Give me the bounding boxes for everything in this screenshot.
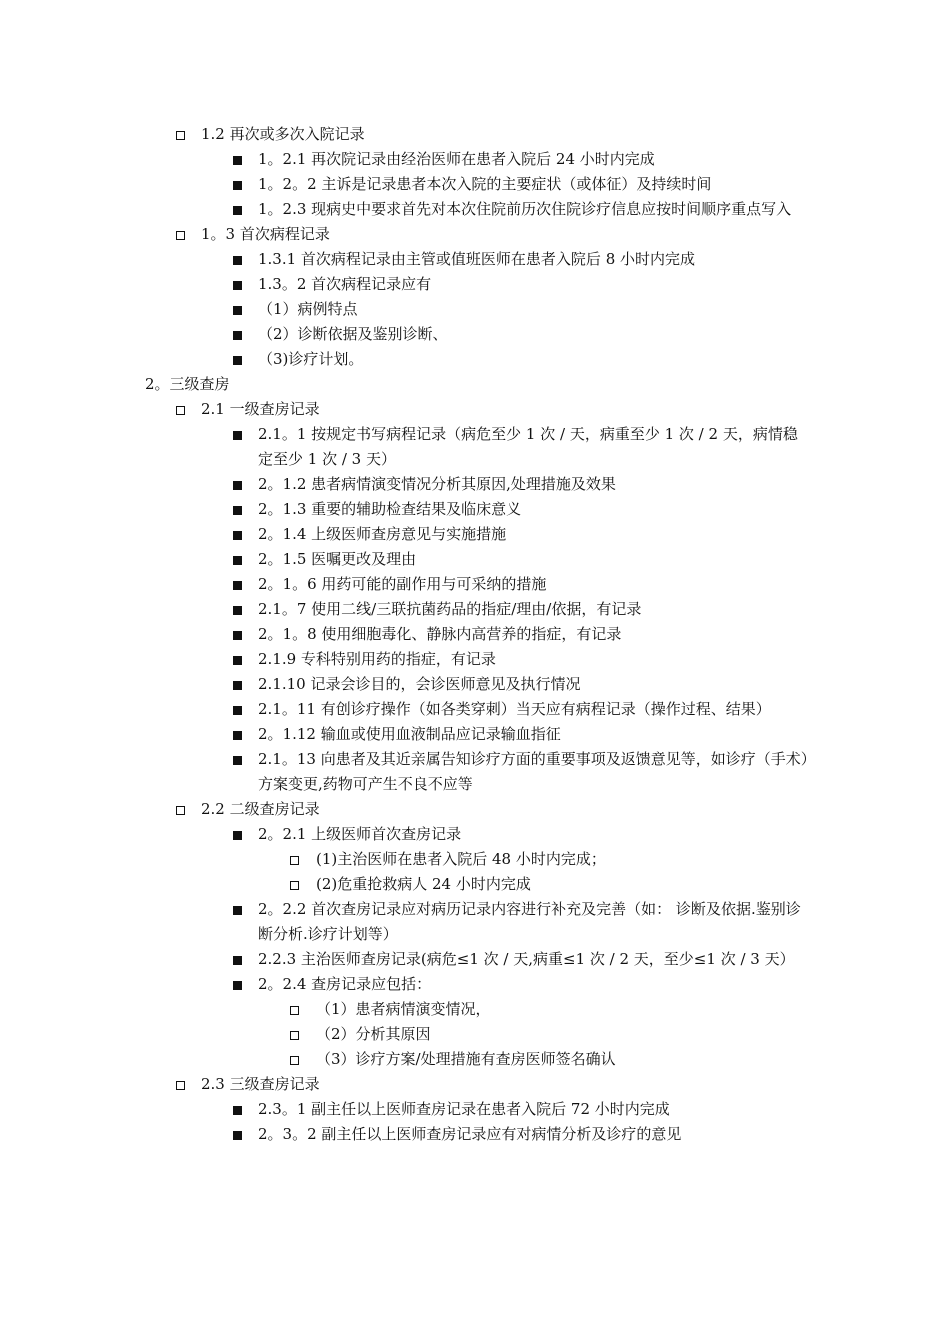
outline-item-text: （3）诊疗方案/处理措施有查房医师签名确认 [316,1050,616,1068]
outline-item-text: 2.1。1 按规定书写病程记录（病危至少 1 次 / 天，病重至少 1 次 / 2 天，病情稳定至少 1 次 / 3 天） [258,425,798,468]
outline-item [0,1047,950,1072]
filled-square-bullet-icon [233,472,242,497]
outline-item-text: （2）分析其原因 [316,1025,431,1043]
outline-item-text: 2。1。6 用药可能的副作用与可采纳的措施 [258,575,547,593]
filled-square-bullet-icon [233,297,242,322]
outline-item [0,397,950,422]
outline-item [0,222,950,247]
outline-item [0,897,950,947]
filled-square-bullet-icon [233,1122,242,1147]
outline-item [0,147,950,172]
outline-item-text: 2。1.12 输血或使用血液制品应记录输血指征 [258,725,561,743]
outline-item-text: 2。3。2 副主任以上医师查房记录应有对病情分析及诊疗的意见 [258,1125,682,1143]
outline-item [0,272,950,297]
outline-item-text: 2。2.1 上级医师首次查房记录 [258,825,462,843]
filled-square-bullet-icon [233,422,242,447]
filled-square-bullet-icon [233,172,242,197]
outline-item [0,672,950,697]
outline-item [0,472,950,497]
filled-square-bullet-icon [233,347,242,372]
outline-item [0,697,950,722]
outline-item [0,1122,950,1147]
outline-item-text: 2.3。1 副主任以上医师查房记录在患者入院后 72 小时内完成 [258,1100,670,1118]
outline-item [0,197,950,222]
outline-item [0,847,950,872]
outline-item-text: 1.2 再次或多次入院记录 [201,125,365,143]
outline-item [0,422,950,472]
outline-item-text: 1。2.3 现病史中要求首先对本次住院前历次住院诊疗信息应按时间顺序重点写入 [258,200,792,218]
outline-item [0,347,950,372]
outline-item-text: 2。1.4 上级医师查房意见与实施措施 [258,525,507,543]
filled-square-bullet-icon [233,522,242,547]
filled-square-bullet-icon [233,272,242,297]
outline-item-text: 2.1。11 有创诊疗操作（如各类穿刺）当天应有病程记录（操作过程、结果） [258,700,771,718]
document-page [0,122,950,1147]
outline-item [0,572,950,597]
outline-item [0,972,950,997]
outline-item [0,497,950,522]
hollow-square-bullet-icon [176,122,185,147]
outline-item [0,1072,950,1097]
filled-square-bullet-icon [233,1097,242,1122]
outline-item [0,297,950,322]
outline-item [0,797,950,822]
outline-item-text: 2。2.2 首次查房记录应对病历记录内容进行补充及完善（如： 诊断及依据.鉴别诊断分析.诊疗计划等） [258,900,801,943]
filled-square-bullet-icon [233,597,242,622]
filled-square-bullet-icon [233,647,242,672]
outline-item-text: 1。2.1 再次院记录由经治医师在患者入院后 24 小时内完成 [258,150,655,168]
outline-item-text: （1）病例特点 [258,300,358,318]
filled-square-bullet-icon [233,547,242,572]
filled-square-bullet-icon [233,497,242,522]
outline-item-text: 2.1.9 专科特别用药的指症，有记录 [258,650,496,668]
outline-item-text: (1)主治医师在患者入院后 48 小时内完成； [316,850,606,868]
outline-item [0,122,950,147]
outline-item-text: （3)诊疗计划。 [258,350,364,368]
outline-item-text: 2。1。8 使用细胞毒化、静脉内高营养的指症，有记录 [258,625,622,643]
outline-item [0,172,950,197]
filled-square-bullet-icon [233,747,242,772]
hollow-square-bullet-icon [290,997,299,1022]
hollow-square-bullet-icon [176,797,185,822]
outline-item [0,322,950,347]
outline-item-text: （2）诊断依据及鉴别诊断、 [258,325,448,343]
outline-item-text: 2。三级查房 [145,375,230,393]
outline-item-text: (2)危重抢救病人 24 小时内完成 [316,875,531,893]
outline-item [0,647,950,672]
outline-item [0,822,950,847]
outline-item-text: 2。2.4 查房记录应包括： [258,975,432,993]
outline-item-text: 2.1.10 记录会诊目的，会诊医师意见及执行情况 [258,675,581,693]
hollow-square-bullet-icon [176,222,185,247]
filled-square-bullet-icon [233,897,242,922]
hollow-square-bullet-icon [290,1022,299,1047]
hollow-square-bullet-icon [290,1047,299,1072]
outline-item-text: 2.3 三级查房记录 [201,1075,320,1093]
outline-item-text: 2.1 一级查房记录 [201,400,320,418]
hollow-square-bullet-icon [290,872,299,897]
outline-item-text: 1.3。2 首次病程记录应有 [258,275,432,293]
outline-item [0,722,950,747]
filled-square-bullet-icon [233,247,242,272]
outline-item [0,597,950,622]
hollow-square-bullet-icon [176,1072,185,1097]
outline-item [0,547,950,572]
filled-square-bullet-icon [233,622,242,647]
outline-item-text: 2.1。13 向患者及其近亲属告知诊疗方面的重要事项及返馈意见等，如诊疗（手术）方案变更,药物可产生不良不应等 [258,750,809,793]
filled-square-bullet-icon [233,972,242,997]
outline-item [0,872,950,897]
filled-square-bullet-icon [233,822,242,847]
filled-square-bullet-icon [233,722,242,747]
filled-square-bullet-icon [233,322,242,347]
outline-item-text: 1。2。2 主诉是记录患者本次入院的主要症状（或体征）及持续时间 [258,175,712,193]
filled-square-bullet-icon [233,572,242,597]
outline-item [0,1097,950,1122]
outline-item [0,247,950,272]
hollow-square-bullet-icon [176,397,185,422]
outline-item-text: （1）患者病情演变情况， [316,1000,491,1018]
outline-item [0,622,950,647]
outline-item-text: 2.2 二级查房记录 [201,800,320,818]
outline-item [0,372,950,397]
filled-square-bullet-icon [233,947,242,972]
outline-item-text: 2.1。7 使用二线/三联抗菌药品的指症/理由/依据，有记录 [258,600,642,618]
outline-item-text: 2。1.3 重要的辅助检查结果及临床意义 [258,500,522,518]
hollow-square-bullet-icon [290,847,299,872]
outline-item-text: 2。1.2 患者病情演变情况分析其原因,处理措施及效果 [258,475,616,493]
filled-square-bullet-icon [233,197,242,222]
filled-square-bullet-icon [233,147,242,172]
filled-square-bullet-icon [233,672,242,697]
outline-item [0,1022,950,1047]
outline-item [0,522,950,547]
outline-item [0,947,950,972]
outline-item-text: 2。1.5 医嘱更改及理由 [258,550,417,568]
outline-item-text: 1.3.1 首次病程记录由主管或值班医师在患者入院后 8 小时内完成 [258,250,696,268]
outline-item-text: 2.2.3 主治医师查房记录(病危≤1 次 / 天,病重≤1 次 / 2 天，至少≤1 次 / 3 天） [258,950,795,968]
outline-item-text: 1。3 首次病程记录 [201,225,330,243]
filled-square-bullet-icon [233,697,242,722]
outline-item [0,747,950,797]
outline-item [0,997,950,1022]
